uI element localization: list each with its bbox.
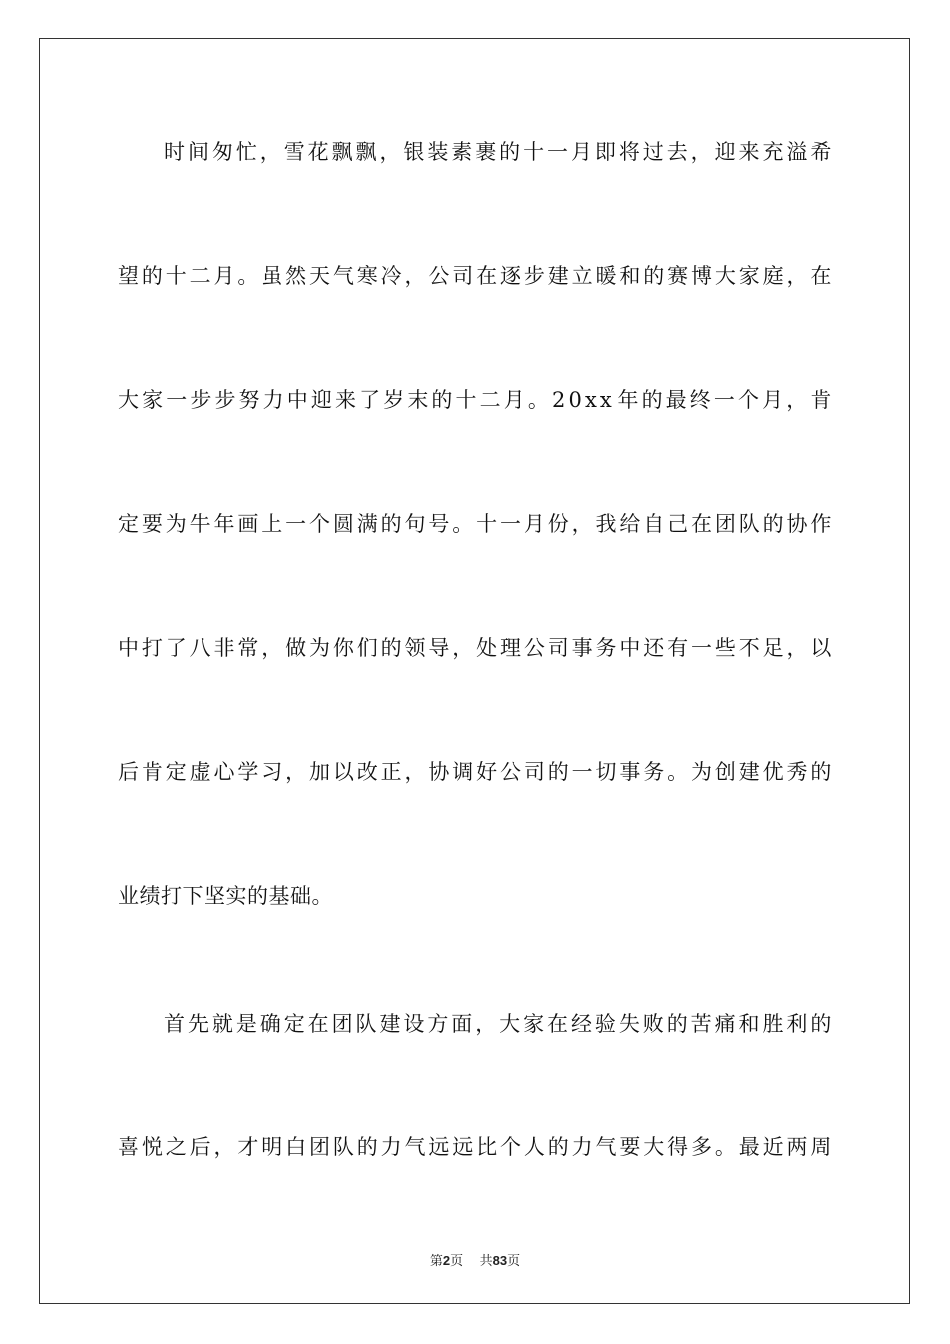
- paragraph-line-1: 时 间 匆 忙 ， 雪 花 飘 飘 ， 银 装 素 裹 的 十 一 月 即 将 过 去 ， 迎 来 充 溢 希: [164, 140, 832, 164]
- footer-page-suffix: 页: [450, 1254, 464, 1269]
- paragraph-line-7: 业绩打下坚实的基础。: [118, 884, 333, 908]
- page-border: [39, 38, 910, 1304]
- footer-page-prefix: 第: [429, 1254, 443, 1269]
- footer-total-suffix: 页: [507, 1254, 521, 1269]
- paragraph-line-3: 大 家 一 步 步 努 力 中 迎 来 了 岁 末 的 十 二 月 。 2 0 x x 年 的 最 终 一 个 月 ， 肯: [118, 388, 832, 412]
- paragraph-line-2: 望 的 十 二 月 。 虽 然 天 气 寒 冷 ， 公 司 在 逐 步 建 立 暖 和 的 赛 博 大 家 庭 ， 在: [118, 264, 832, 288]
- paragraph-line-5: 中 打 了 八 非 常 ， 做 为 你 们 的 领 导 ， 处 理 公 司 事 务 中 还 有 一 些 不 足 ， 以: [118, 636, 832, 660]
- footer-total-pages: 83: [492, 1253, 508, 1268]
- page-footer: [0, 1250, 950, 1269]
- paragraph-line-4: 定 要 为 牛 年 画 上 一 个 圆 满 的 句 号 。 十 一 月 份 ， 我 给 自 己 在 团 队 的 协 作: [118, 512, 832, 536]
- paragraph-line-6: 后 肯 定 虚 心 学 习 ， 加 以 改 正 ， 协 调 好 公 司 的 一 切 事 务 。 为 创 建 优 秀 的: [118, 760, 832, 784]
- paragraph-line-8: 首 先 就 是 确 定 在 团 队 建 设 方 面 ， 大 家 在 经 验 失 败 的 苦 痛 和 胜 利 的: [164, 1012, 832, 1036]
- footer-page-number: 2: [442, 1253, 451, 1268]
- paragraph-line-9: 喜 悦 之 后 ， 才 明 白 团 队 的 力 气 远 远 比 个 人 的 力 气 要 大 得 多 。 最 近 两 周: [118, 1135, 832, 1159]
- footer-total-prefix: 共: [479, 1254, 493, 1269]
